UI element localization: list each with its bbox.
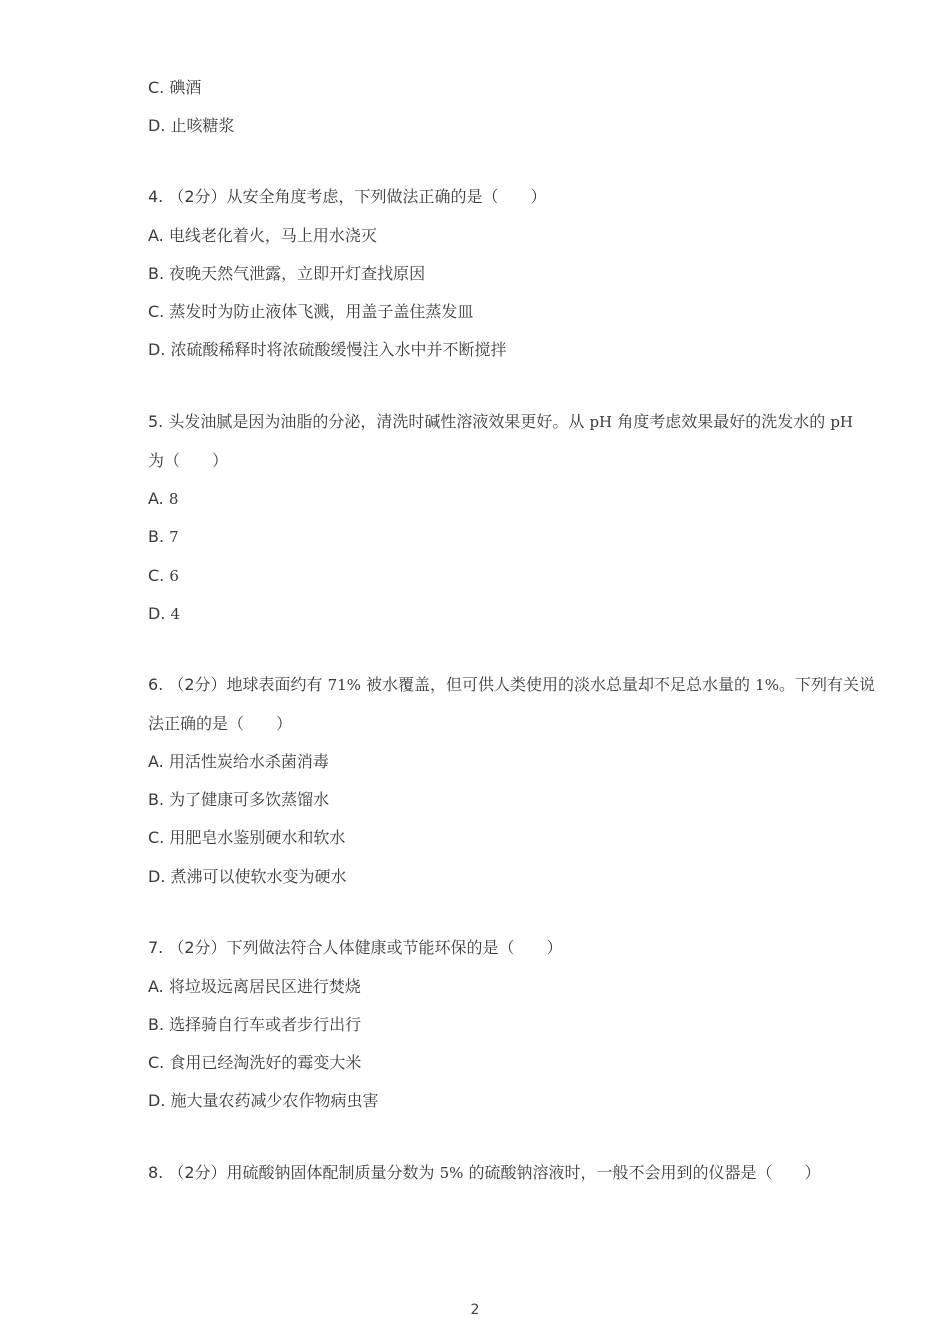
q5-option-b-value: 7 (169, 528, 179, 546)
q5-option-a-label: A. (148, 489, 169, 508)
q5-option-c-value: 6 (169, 567, 179, 585)
q4-option-c: C. 蒸发时为防止液体飞溅，用盖子盖住蒸发皿 (148, 302, 474, 321)
q5-option-d-value: 4 (170, 605, 181, 623)
page-number: 2 (470, 1302, 480, 1318)
q7-option-d: D. 施大量农药减少农作物病虫害 (148, 1091, 379, 1110)
q5-ph-term-1: pH (589, 413, 613, 431)
q6-stem-text-c: 。下列有关说 (778, 675, 875, 694)
q6-percent-2: 1% (755, 676, 779, 694)
q6-option-d: D. 煮沸可以使软水变为硬水 (148, 867, 347, 886)
q5-stem-text-b: 角度考虑效果最好的洗发水的 (612, 412, 831, 431)
q4-option-b: B. 夜晚天然气泄露，立即开灯查找原因 (148, 264, 426, 283)
q6-stem-text-b: 被水覆盖，但可供人类使用的淡水总量却不足总水量的 (360, 675, 756, 694)
q5-option-a (148, 489, 178, 509)
q3-option-c: C. 碘酒 (148, 78, 202, 97)
q8-stem (148, 1163, 821, 1183)
q8-percent: 5% (439, 1164, 464, 1182)
q6-option-c: C. 用肥皂水鉴别硬水和软水 (148, 828, 346, 847)
q5-option-d-label: D. (148, 604, 171, 623)
q4-option-d: D. 浓硫酸稀释时将浓硫酸缓慢注入水中并不断搅拌 (148, 340, 507, 359)
q5-stem-line1 (148, 412, 853, 432)
q6-stem-text-a: 6. （2分）地球表面约有 (148, 675, 328, 694)
q3-option-d: D. 止咳糖浆 (148, 116, 235, 135)
q7-stem: 7. （2分）下列做法符合人体健康或节能环保的是（ ） (148, 938, 563, 957)
q4-stem: 4. （2分）从安全角度考虑，下列做法正确的是（ ） (148, 187, 547, 206)
q8-stem-text-b: 的硫酸钠溶液时，一般不会用到的仪器是（ ） (463, 1163, 821, 1182)
q6-option-a: A. 用活性炭给水杀菌消毒 (148, 752, 329, 771)
q7-option-c: C. 食用已经淘洗好的霉变大米 (148, 1053, 362, 1072)
q5-option-a-value: 8 (168, 490, 179, 508)
q6-percent-1: 71% (327, 676, 361, 694)
q5-option-b (148, 527, 179, 547)
q5-option-b-label: B. (148, 527, 170, 546)
q5-stem-text-a: 5. 头发油腻是因为油脂的分泌，清洗时碱性溶液效果更好。从 (148, 412, 590, 431)
q5-option-c-label: C. (148, 566, 170, 585)
q6-stem-line1 (148, 675, 875, 695)
q5-option-c (148, 566, 179, 586)
q4-option-a: A. 电线老化着火，马上用水浇灭 (148, 226, 377, 245)
q7-option-a: A. 将垃圾远离居民区进行焚烧 (148, 977, 361, 996)
q6-option-b: B. 为了健康可多饮蒸馏水 (148, 790, 330, 809)
q7-option-b: B. 选择骑自行车或者步行出行 (148, 1015, 362, 1034)
q6-stem-line2: 法正确的是（ ） (148, 714, 293, 733)
q5-option-d (148, 604, 180, 624)
q8-stem-text-a: 8. （2分）用硫酸钠固体配制质量分数为 (148, 1163, 440, 1182)
q5-ph-term-2: pH (830, 413, 854, 431)
q5-stem-line2: 为（ ） (148, 451, 229, 470)
